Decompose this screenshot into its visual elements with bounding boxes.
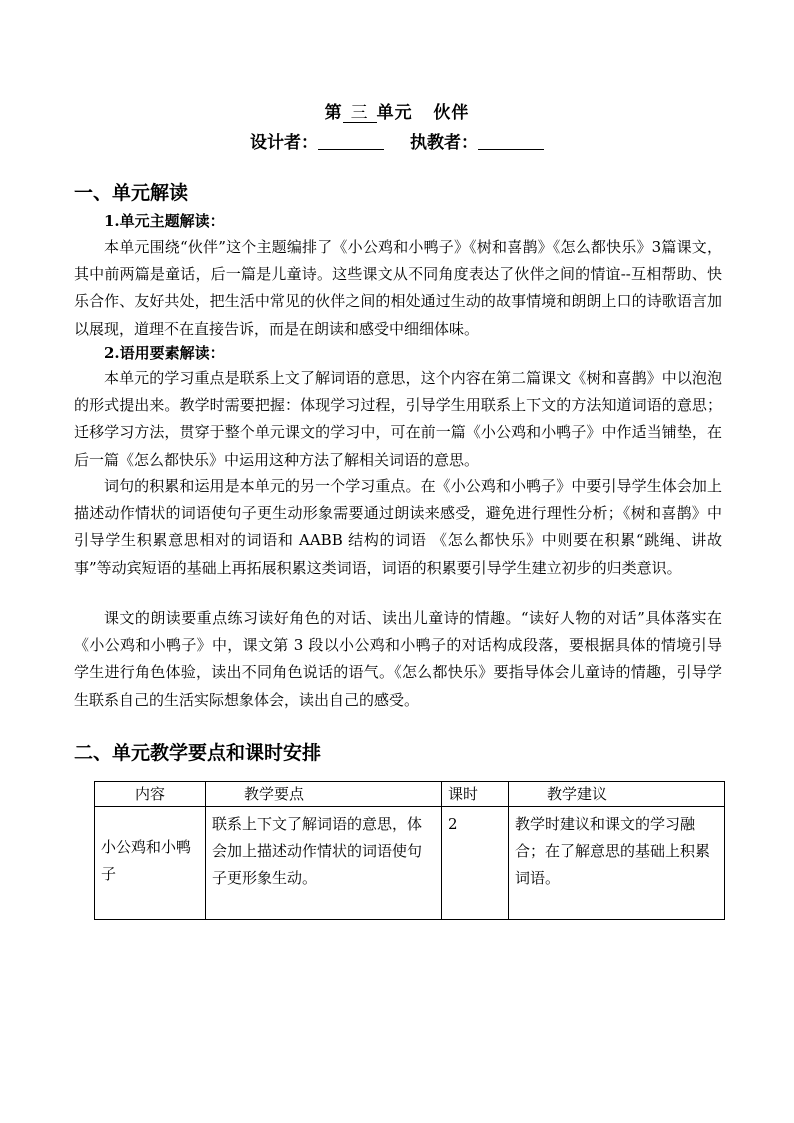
teacher-blank [478, 133, 544, 150]
sub2-paragraph-2: 词句的积累和运用是本单元的另一个学习重点。在《小公鸡和小鸭子》中要引导学生体会加上描述动作情状的词语使句子更生动形象需要通过朗读来感受，避免进行理性分析；《树和喜鹊》中引导学生积累意思相对的词语和 AABB 结构的词语 《怎么都快乐》中则要在积累“跳绳、讲故事”等动宾短语的基础上再拓展积累这类词语，词语的积累要引导学生建立初步的归类意识。 [74, 477, 722, 577]
designer-label: 设计者： [250, 133, 318, 153]
cell-key-points: 联系上下文了解词语的意思，体会加上描述动作情状的词语使句子更形象生动。 [206, 807, 442, 920]
header-key-points: 教学要点 [206, 782, 442, 807]
lesson-plan-table [94, 781, 725, 920]
table-header-row [95, 782, 725, 807]
author-line [0, 128, 794, 153]
sub2-paragraph-3: 课文的朗读要重点练习读好角色的对话、读出儿童诗的情趣。“读好人物的对话”具体落实在《小公鸡和小鸭子》中，课文第 3 段以小公鸡和小鸭子的对话构成段落，要根据具体的情境引导学生进行角色体验，读出不同角色说话的语气。《怎么都快乐》要指导体会儿童诗的情趣，引导学生联系自己的生活实际想象体会，读出自己的感受。 [74, 609, 722, 709]
cell-periods: 2 [442, 807, 509, 920]
sub2-heading: 2.语用要素解读： [104, 344, 225, 362]
header-periods: 课时 [442, 782, 509, 807]
title-suffix: 单元 [376, 103, 413, 123]
sub1-paragraph: 本单元围绕“伙伴”这个主题编排了《小公鸡和小鸭子》《树和喜鹊》《怎么都快乐》3篇课文，其中前两篇是童话，后一篇是儿童诗。这些课文从不同角度表达了伙伴之间的情谊--互相帮助、快乐合作、友好共处，把生活中常见的伙伴之间的相处通过生动的故事情境和朗朗上口的诗歌语言加以展现，道理不在直接告诉，而是在朗读和感受中细细体味。 [74, 238, 722, 338]
cell-lesson: 小公鸡和小鸭子 [95, 807, 206, 920]
section1-heading: 一、单元解读 [74, 182, 189, 204]
unit-theme: 伙伴 [433, 103, 470, 123]
unit-number: 三 [343, 104, 377, 123]
cell-suggestions: 教学时建议和课文的学习融合；在了解意思的基础上积累词语。 [509, 807, 725, 920]
sub2-paragraph-1: 本单元的学习重点是联系上文了解词语的意思，这个内容在第二篇课文《树和喜鹊》中以泡泡的形式提出来。教学时需要把握：体现学习过程，引导学生用联系上下文的方法知道词语的意思；迁移学习方法，贯穿于整个单元课文的学习中，可在前一篇《小公鸡和小鸭子》中作适当铺垫，在后一篇《怎么都快乐》中运用这种方法了解相关词语的意思。 [74, 369, 722, 469]
unit-title [0, 98, 794, 123]
header-suggestions: 教学建议 [509, 782, 725, 807]
header-content: 内容 [95, 782, 206, 807]
title-prefix: 第 [324, 103, 343, 123]
section2-heading: 二、单元教学要点和课时安排 [74, 742, 322, 764]
teacher-label: 执教者： [410, 133, 478, 153]
designer-blank [318, 133, 384, 150]
sub1-heading: 1.单元主题解读： [104, 212, 225, 230]
table-row [95, 807, 725, 920]
